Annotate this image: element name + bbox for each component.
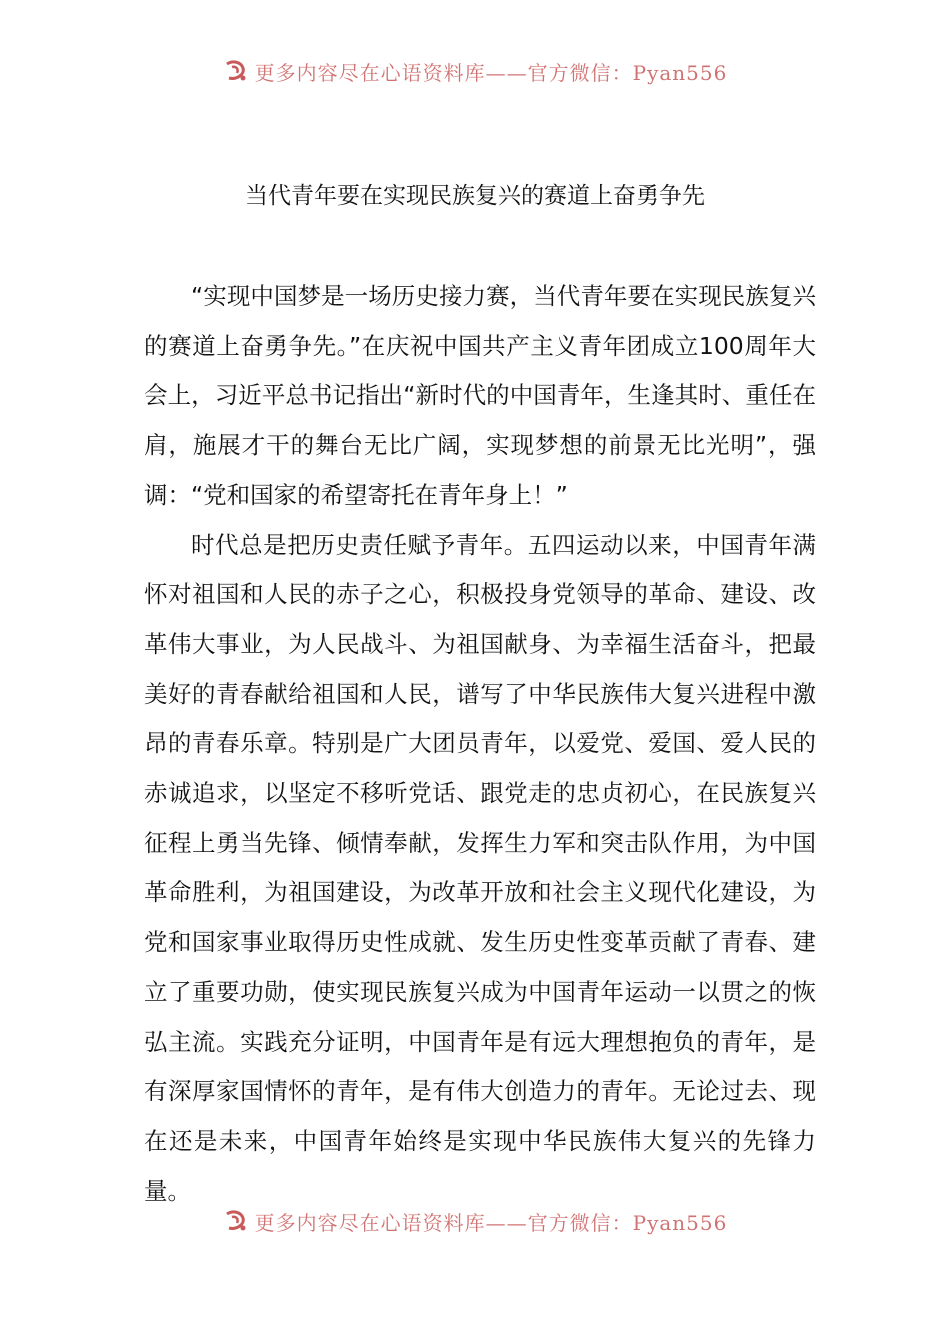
watermark-bottom <box>0 1206 950 1236</box>
watermark-text: 更多内容尽在心语资料库——官方微信：Pyan556 <box>254 1210 728 1235</box>
watermark-top <box>0 56 950 86</box>
logo-icon <box>223 58 249 84</box>
logo-icon <box>223 1208 249 1234</box>
paragraph: 时代总是把历史责任赋予青年。五四运动以来，中国青年满怀对祖国和人民的赤子之心，积极投身党领导的革命、建设、改革伟大事业，为人民战斗、为祖国献身、为幸福生活奋斗，把最美好的青春献给祖国和人民，谱写了中华民族伟大复兴进程中激昂的青春乐章。特别是广大团员青年，以爱党、爱国、爱人民的赤诚追求，以坚定不移听党话、跟党走的忠贞初心，在民族复兴征程上勇当先锋、倾情奉献，发挥生力军和突击队作用，为中国革命胜利，为祖国建设，为改革开放和社会主义现代化建设，为党和国家事业取得历史性成就、发生历史性变革贡献了青春、建立了重要功勋，使实现民族复兴成为中国青年运动一以贯之的恢弘主流。实践充分证明，中国青年是有远大理想抱负的青年，是有深厚家国情怀的青年，是有伟大创造力的青年。无论过去、现在还是未来，中国青年始终是实现中华民族伟大复兴的先锋力量。 <box>144 530 816 1205</box>
document-body <box>144 272 816 1216</box>
document-title: 当代青年要在实现民族复兴的赛道上奋勇争先 <box>245 183 705 209</box>
watermark-text: 更多内容尽在心语资料库——官方微信：Pyan556 <box>254 60 728 85</box>
paragraph: “实现中国梦是一场历史接力赛，当代青年要在实现民族复兴的赛道上奋勇争先。”在庆祝中国共产主义青年团成立100周年大会上，习近平总书记指出“新时代的中国青年，生逢其时、重任在肩，施展才干的舞台无比广阔，实现梦想的前景无比光明”，强调：“党和国家的希望寄托在青年身上！” <box>144 282 816 509</box>
